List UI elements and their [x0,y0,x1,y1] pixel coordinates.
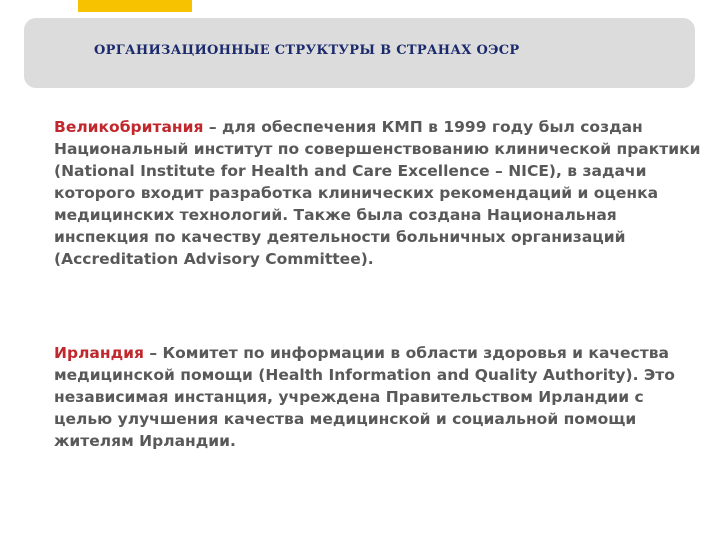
accent-tab [78,0,192,12]
paragraph-text-uk: – для обеспечения КМП в 1999 году был создан Национальный институт по совершенствованию клинической практики (National Institute for Health and Care Excellence – NICE), в задачи которого входит разработка клинических рекомендаций и оценка медицинских технологий. Также была создана Национальная инспекция по качеству деятельности больничных организаций (Accreditation Advisory Committee). [54,118,701,268]
country-name-uk: Великобритания [54,118,204,136]
slide-title: ОРГАНИЗАЦИОННЫЕ СТРУКТУРЫ В СТРАНАХ ОЭСР [94,43,520,58]
paragraph-uk [54,116,702,270]
country-name-ireland: Ирландия [54,344,144,362]
paragraph-text-ireland: – Комитет по информации в области здоровья и качества медицинской помощи (Health Information and Quality Authority). Это независимая инстанция, учреждена Правительством Ирландии с целью улучшения качества медицинской и социальной помощи жителям Ирландии. [54,344,675,450]
paragraph-ireland [54,342,702,452]
